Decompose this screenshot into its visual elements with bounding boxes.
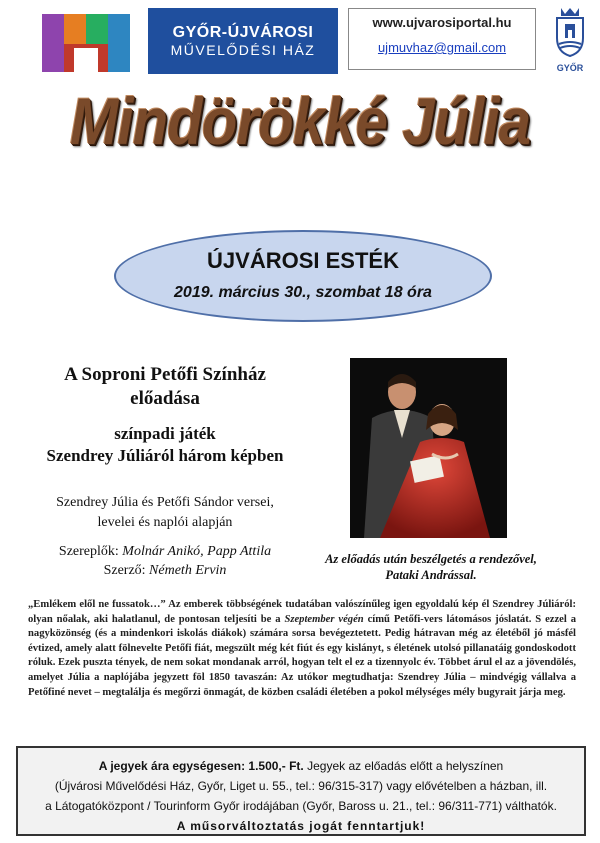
logo-text [148, 8, 338, 74]
cast-label: Szereplők: [58, 544, 119, 559]
logo-line2: MŰVELŐDÉSI HÁZ [170, 42, 316, 59]
photo-caption-line2: Pataki Andrással. [385, 567, 477, 582]
photo-caption [300, 552, 562, 583]
author-label: Szerző: [103, 563, 146, 578]
description-paragraph [28, 598, 576, 700]
city-crest [550, 6, 590, 74]
genre-line2: Szendrey Júliáról három képben [46, 446, 284, 465]
ticket-line1-rest: Jegyek az előadás előtt a helyszínen [303, 759, 504, 773]
crest-icon [553, 6, 587, 58]
ticket-line1 [18, 756, 584, 776]
description-part1: „Emlékem elől ne fussatok…” Az emberek többségének tudatában valószínűleg igen egyoldalú kép él Szendrey Júliáról: olyan nőalak, aki halatlanul, de pontosan teljesíti be a [28, 599, 576, 625]
logo [38, 8, 338, 74]
basis-line2: levelei és naplói alapján [97, 515, 233, 530]
cast-line [0, 544, 330, 560]
email-link[interactable]: ujmuvhaz@gmail.com [377, 40, 507, 55]
website-link[interactable]: www.ujvarosiportal.hu [372, 15, 512, 30]
page-title: Mindörökké Júlia [69, 84, 531, 158]
crest-caption: GYŐR [556, 63, 584, 73]
ticket-info-box [16, 746, 586, 836]
logo-mark-icon [38, 8, 148, 74]
event-banner [114, 230, 492, 322]
ticket-line2: (Újvárosi Művelődési Ház, Győr, Liget u. 55., tel.: 96/315-317) vagy elővételben a házban, ill. [54, 779, 548, 793]
description-part2: című Petőfi-vers látomásos jóslatát. S ezzel a nagyközönség (és a mindenkori iskolás diákok) számára sorsa bevégeztetett. Pedig hátravan még az életéből jó másfél évtized, amely alatt fölnevelte Petőfi fiát, megszült még két fiút és egy kislányt, s életének utolsó pillanatáig gondoskodott róluk. Ezek puszta tények, de nem sokat mondanak arról, hogyan telt el ez a tizennyolc év. Többet árul el az a jövendölés, amelyet Júlia a naplójába jegyzett föl 1850 tavaszán: Az utókor megtudhatja: Szendrey Júlia – mindvégig vállalva a Petőfiné nevet – megtalálja és megőrzi önmagát, de közben családi életében a pokol mélységes mély bugyrait járja meg. [28, 613, 577, 698]
ticket-line3: a Látogatóközpont / Tourinform Győr irodájában (Győr, Baross u. 21., tel.: 96/311-771) válthatók. [45, 799, 557, 813]
logo-line1: GYŐR-ÚJVÁROSI [172, 24, 314, 41]
troupe-line1: A Soproni Petőfi Színház [64, 364, 266, 385]
event-datetime: 2019. március 30., szombat 18 óra [174, 284, 432, 301]
author-name: Németh Ervin [149, 563, 227, 578]
ticket-price: A jegyek ára egységesen: 1.500,- Ft. [98, 759, 304, 773]
contact-box [348, 8, 536, 70]
description-poem-title: Szeptember végén [284, 613, 364, 625]
cast-names: Molnár Anikó, Papp Attila [122, 544, 272, 559]
program-change-notice: A műsorváltoztatás jogát fenntartjuk! [176, 819, 426, 833]
genre-line1: színpadi játék [114, 424, 216, 443]
troupe-line2: előadása [130, 388, 200, 409]
photo-caption-line1: Az előadás után beszélgetés a rendezővel, [325, 552, 537, 566]
basis-line1: Szendrey Júlia és Petőfi Sándor versei, [56, 495, 274, 510]
event-series: ÚJVÁROSI ESTÉK [207, 248, 399, 273]
performance-photo [350, 358, 507, 538]
author-line [0, 563, 330, 579]
